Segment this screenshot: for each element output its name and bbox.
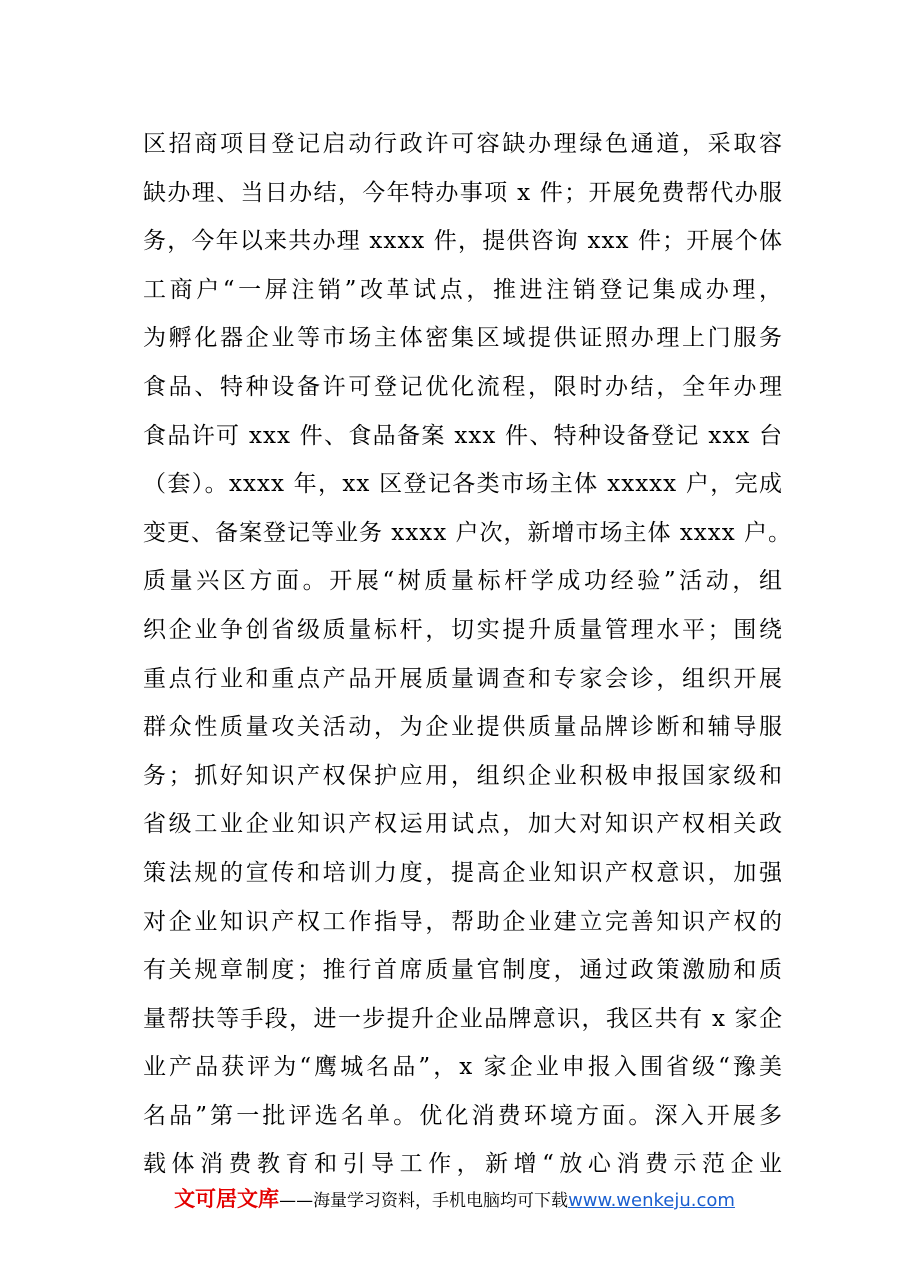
text-line: 质量兴区方面。开展“树质量标杆学成功经验”活动，组 — [143, 568, 783, 595]
text-line: 为孵化器企业等市场主体密集区域提供证照办理上门服务 — [143, 325, 783, 352]
text-line: 食品、特种设备许可登记优化流程，限时办结，全年办理 — [143, 373, 783, 400]
text-line: 省级工业企业知识产权运用试点，加大对知识产权相关政 — [143, 811, 783, 838]
text-line: 量帮扶等手段，进一步提升企业品牌意识，我区共有 x 家企 — [143, 1005, 783, 1032]
text-line: 对企业知识产权工作指导，帮助企业建立完善知识产权的 — [143, 908, 783, 935]
footer-brand: 文可居文库 — [174, 1187, 280, 1211]
text-line: 缺办理、当日办结，今年特办事项 x 件；开展免费帮代办服 — [143, 179, 783, 206]
footer-site-link[interactable]: www.wenkeju.com — [568, 1190, 735, 1211]
text-line: 策法规的宣传和培训力度，提高企业知识产权意识，加强 — [143, 859, 783, 886]
text-line: 织企业争创省级质量标杆，切实提升质量管理水平；围绕 — [143, 616, 783, 643]
text-line: 有关规章制度；推行首席质量官制度，通过政策激励和质 — [143, 957, 783, 984]
text-line: 载体消费教育和引导工作，新增“放心消费示范企业 — [143, 1151, 783, 1178]
footer-banner — [0, 1183, 909, 1213]
text-line: 食品许可 xxx 件、食品备案 xxx 件、特种设备登记 xxx 台 — [143, 422, 783, 449]
text-line: （套）。xxxx 年，xx 区登记各类市场主体 xxxxx 户，完成 — [143, 471, 783, 498]
document-body — [143, 124, 793, 1193]
text-line: 务；抓好知识产权保护应用，组织企业积极申报国家级和 — [143, 762, 783, 789]
text-line: 区招商项目登记启动行政许可容缺办理绿色通道，采取容 — [143, 131, 783, 157]
footer-tagline: ——海量学习资料，手机电脑均可下载 — [279, 1191, 569, 1211]
text-line: 变更、备案登记等业务 xxxx 户次，新增市场主体 xxxx 户。 — [143, 519, 793, 546]
text-line: 务，今年以来共办理 xxxx 件，提供咨询 xxx 件；开展个体 — [143, 228, 783, 255]
text-line: 业产品获评为“鹰城名品”，x 家企业申报入围省级“豫美 — [143, 1054, 783, 1081]
text-line: 工商户“一屏注销”改革试点，推进注销登记集成办理， — [143, 276, 783, 303]
text-line: 名品”第一批评选名单。优化消费环境方面。深入开展多 — [143, 1102, 783, 1129]
text-line: 群众性质量攻关活动，为企业提供质量品牌诊断和辅导服 — [143, 714, 783, 741]
text-line: 重点行业和重点产品开展质量调查和专家会诊，组织开展 — [143, 665, 783, 692]
